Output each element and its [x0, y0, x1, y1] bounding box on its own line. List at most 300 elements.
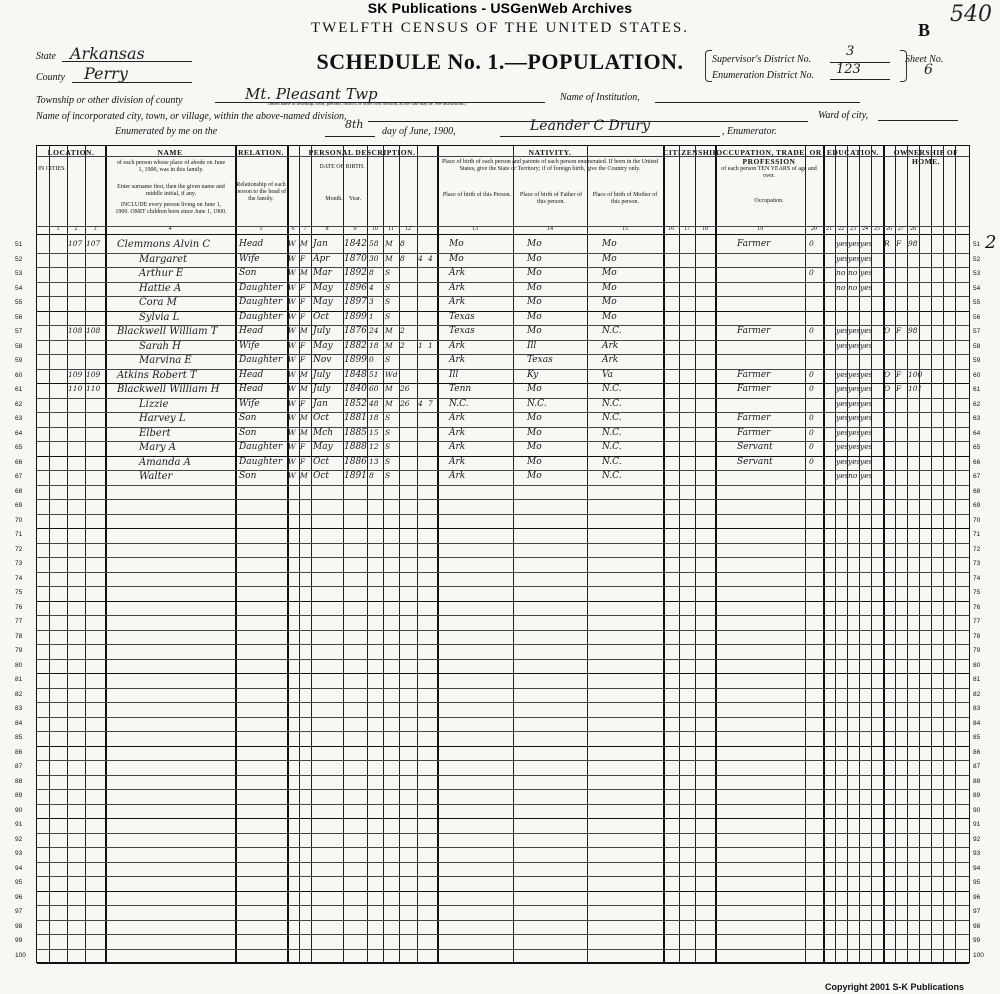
- birth-year: 1852: [344, 398, 367, 409]
- township-value: Mt. Pleasant Twp: [245, 85, 378, 103]
- can-read: yes: [836, 326, 849, 335]
- father-birthplace: Mo: [527, 427, 542, 438]
- children-living: 4: [428, 253, 433, 263]
- column-number: 17: [684, 226, 690, 232]
- line-number: 51: [15, 241, 23, 248]
- enumerator-label: , Enumerator.: [722, 126, 777, 137]
- marital-status: S: [385, 297, 391, 306]
- family-number: 110: [86, 384, 101, 393]
- father-birthplace: Mo: [527, 384, 542, 394]
- column-number: 14: [547, 226, 553, 232]
- color: W: [288, 340, 296, 350]
- column-number: 25: [874, 226, 880, 232]
- enumerated-label: Enumerated by me on the: [115, 126, 218, 137]
- marital-status: S: [385, 282, 391, 292]
- page-stamp-number: 540: [950, 2, 992, 27]
- relation: Daughter: [239, 355, 283, 365]
- occupation-header: OCCUPATION, TRADE, OR PROFESSION: [716, 148, 822, 166]
- owned-or-rented: O: [884, 384, 891, 393]
- person-name: Margaret: [139, 253, 188, 265]
- line-number: 75: [15, 589, 23, 596]
- owned-or-rented: O: [884, 326, 891, 335]
- line-number: 81: [15, 676, 23, 683]
- age: 0: [369, 355, 374, 364]
- line-number-right: 85: [973, 734, 981, 741]
- enumeration-underline: [830, 79, 890, 80]
- mother-birthplace: N.C.: [602, 413, 622, 423]
- line-number-right: 62: [973, 400, 981, 408]
- institution-underline: [655, 102, 860, 103]
- mother-birthplace: Mo: [602, 253, 617, 264]
- marital-status: S: [385, 355, 391, 364]
- name-description: of each person whose place of abode on June 1, 1900, was in this family.: [116, 160, 226, 173]
- edge-mark: 2: [985, 232, 997, 253]
- line-number-right: 76: [973, 603, 981, 611]
- father-birthplace: Texas: [527, 355, 553, 365]
- column-number: 8: [325, 226, 329, 232]
- birth-month: July: [313, 369, 331, 380]
- age: 18: [369, 340, 379, 350]
- row-rule: [37, 760, 969, 761]
- column-rule: [513, 146, 514, 962]
- column-rule: [399, 146, 400, 962]
- marital-status: S: [385, 471, 391, 480]
- birth-year: 1896: [344, 282, 367, 293]
- person-name: Harvey L: [139, 413, 186, 424]
- birth-month: May: [313, 442, 333, 452]
- row-rule: [37, 441, 969, 442]
- enumerated-day: 8th: [345, 118, 364, 131]
- personal-description-header: PERSONAL DESCRIPTION.: [308, 148, 416, 157]
- line-number: 64: [15, 429, 23, 437]
- can-read: yes: [836, 369, 849, 379]
- row-rule: [37, 543, 969, 544]
- row-rule: [37, 499, 969, 500]
- line-number: 59: [15, 357, 23, 364]
- line-number-right: 100: [973, 951, 984, 959]
- line-number: 76: [15, 603, 23, 611]
- occupation: Servant: [737, 442, 773, 452]
- line-number: 67: [15, 473, 23, 480]
- speaks-english: yes: [860, 340, 873, 350]
- line-number: 68: [15, 487, 23, 495]
- line-number: 99: [15, 937, 23, 944]
- line-number-right: 64: [973, 429, 981, 437]
- line-number-right: 97: [973, 908, 981, 915]
- ward-underline: [878, 120, 958, 121]
- birth-month: July: [313, 384, 331, 394]
- sex: F: [300, 253, 306, 263]
- speaks-english: yes: [860, 268, 873, 277]
- can-read: yes: [836, 239, 849, 248]
- birth-year: 1891: [344, 471, 367, 481]
- age: 18: [369, 413, 379, 422]
- months-unemployed: 0: [809, 384, 814, 393]
- father-birthplace: Mo: [527, 297, 542, 307]
- name-instruction-2: INCLUDE every person living on June 1, 1900. OMIT children born since June 1, 1900.: [115, 202, 227, 215]
- line-number-right: 96: [973, 893, 981, 901]
- birthplace: Texas: [449, 311, 475, 322]
- birth-year: 1885: [344, 427, 367, 438]
- person-name: Walter: [139, 471, 173, 482]
- column-rule: [437, 146, 439, 962]
- column-number: 11: [388, 226, 394, 232]
- line-number: 93: [15, 850, 23, 857]
- sex: M: [300, 384, 308, 393]
- can-read: no: [836, 282, 846, 292]
- row-rule: [37, 905, 969, 906]
- line-number-right: 54: [973, 284, 981, 292]
- township-label: Township or other division of county: [36, 95, 183, 106]
- line-number-right: 68: [973, 487, 981, 495]
- relation: Son: [239, 427, 257, 438]
- column-number: 24: [862, 226, 868, 232]
- color: W: [288, 282, 296, 292]
- column-rule: [895, 146, 896, 962]
- sex: M: [300, 427, 308, 437]
- age: 51: [369, 369, 379, 379]
- can-write: no: [848, 268, 858, 277]
- column-rule: [311, 146, 312, 962]
- can-read: yes: [836, 398, 849, 408]
- line-number: 79: [15, 647, 23, 654]
- birthplace: Ark: [449, 413, 466, 423]
- father-birthplace: Mo: [527, 326, 542, 336]
- color: W: [288, 311, 296, 321]
- line-number: 56: [15, 313, 23, 321]
- line-number: 53: [15, 270, 23, 277]
- column-number: 6: [291, 226, 295, 232]
- birth-year: 1899: [344, 311, 367, 322]
- row-rule: [37, 673, 969, 674]
- line-number-right: 69: [973, 502, 981, 509]
- age: 24: [369, 326, 379, 335]
- column-number: 5: [259, 226, 263, 232]
- header-bottom-rule: [37, 234, 969, 235]
- can-write: yes: [848, 253, 861, 263]
- can-write: yes: [848, 239, 861, 248]
- township-note: [Insert name of township, town, precinct, district, or other civil division, as the case may be. See instructions.]: [268, 101, 467, 106]
- row-rule: [37, 528, 969, 529]
- enumerated-month-label: day of June, 1900,: [382, 126, 456, 137]
- speaks-english: yes: [860, 398, 873, 408]
- birth-year: 1899: [344, 355, 367, 365]
- years-married: 8: [400, 239, 405, 248]
- sex: F: [300, 456, 306, 466]
- farm-or-house: F: [896, 326, 902, 335]
- birthplace: N.C.: [449, 398, 469, 409]
- occupation-description: of each person TEN YEARS of age and over.: [721, 166, 817, 179]
- months-unemployed: 0: [809, 326, 814, 335]
- months-unemployed: 0: [809, 442, 814, 451]
- speaks-english: yes: [860, 384, 873, 393]
- mother-birthplace: N.C.: [602, 471, 622, 481]
- person-name: Arthur E: [139, 268, 184, 279]
- farm-schedule-number: 101: [908, 384, 923, 393]
- column-rule: [883, 146, 885, 962]
- row-rule: [37, 862, 969, 863]
- father-birthplace: Mo: [527, 471, 542, 481]
- row-rule: [37, 514, 969, 515]
- can-read: yes: [836, 471, 849, 480]
- person-name: Atkins Robert T: [117, 369, 197, 381]
- line-number: 83: [15, 705, 23, 712]
- person-name: Hattie A: [139, 282, 182, 294]
- ownership-header: OWNERSHIP OF HOME.: [893, 148, 959, 166]
- ward-label: Ward of city,: [818, 110, 869, 121]
- supervisor-value: 3: [846, 44, 855, 59]
- father-birthplace: Mo: [527, 268, 542, 278]
- line-number-right: 79: [973, 647, 981, 654]
- birth-year: 1876: [344, 326, 367, 336]
- marital-status: S: [385, 268, 391, 277]
- months-unemployed: 0: [809, 413, 814, 422]
- mother-birthplace: N.C.: [602, 326, 622, 336]
- column-rule: [805, 146, 806, 962]
- family-number: 109: [86, 369, 101, 379]
- age: 48: [369, 398, 379, 408]
- line-number-right: 90: [973, 806, 981, 814]
- years-married: 8: [400, 253, 405, 263]
- pob-father-header: Place of birth of Father of this person.: [519, 192, 583, 205]
- age: 12: [369, 442, 379, 451]
- speaks-english: yes: [860, 253, 873, 263]
- line-number: 61: [15, 386, 23, 393]
- column-number: 20: [811, 226, 817, 232]
- line-number-right: 51: [973, 241, 981, 248]
- occupation: Farmer: [737, 413, 771, 423]
- occupation-column-header: Occupation.: [754, 198, 784, 204]
- can-write: yes: [848, 384, 861, 393]
- birth-month: Apr: [313, 253, 330, 264]
- citizenship-header: CITIZENSHIP.: [663, 148, 720, 157]
- incorporated-label: Name of incorporated city, town, or village, within the above-named division,: [36, 111, 347, 122]
- state-value: Arkansas: [70, 44, 145, 63]
- relation-header: RELATION.: [238, 148, 284, 157]
- line-number: 60: [15, 371, 23, 379]
- mother-birthplace: N.C.: [602, 442, 622, 452]
- row-rule: [37, 934, 969, 935]
- children-born: 4: [418, 253, 423, 263]
- column-number: 13: [472, 226, 478, 232]
- birthplace: Texas: [449, 326, 475, 336]
- column-number: 4: [168, 226, 172, 232]
- line-number: 95: [15, 879, 23, 886]
- birth-month: May: [313, 282, 333, 293]
- years-married: 26: [400, 398, 410, 408]
- occupation: Farmer: [737, 326, 771, 336]
- color: W: [288, 384, 296, 393]
- column-rule: [235, 146, 237, 962]
- sex: M: [300, 369, 308, 379]
- marital-status: M: [385, 340, 393, 350]
- row-rule: [37, 470, 969, 471]
- column-rule: [907, 146, 908, 962]
- row-rule: [37, 427, 969, 428]
- children-living: 7: [428, 398, 433, 408]
- line-number-right: 95: [973, 879, 981, 886]
- line-number: 77: [15, 618, 23, 625]
- can-read: no: [836, 268, 846, 277]
- can-write: yes: [848, 456, 861, 466]
- column-number: 2: [74, 226, 78, 232]
- can-write: no: [848, 471, 858, 480]
- birthplace: Ark: [449, 456, 466, 467]
- row-rule: [37, 702, 969, 703]
- row-rule: [37, 847, 969, 848]
- sex: F: [300, 442, 306, 451]
- sex: F: [300, 311, 306, 321]
- county-underline: [72, 82, 192, 83]
- column-rule: [823, 146, 825, 962]
- education-header: EDUCATION.: [826, 148, 880, 157]
- line-number: 97: [15, 908, 23, 915]
- farm-schedule-number: 98: [908, 239, 918, 248]
- birth-year: 1881: [344, 413, 367, 423]
- birth-year: 1842: [344, 239, 367, 249]
- can-read: yes: [836, 413, 849, 422]
- column-number: 10: [372, 226, 378, 232]
- column-rule: [367, 146, 368, 962]
- father-birthplace: Mo: [527, 253, 542, 264]
- birthplace: Ark: [449, 268, 466, 278]
- enumerator-name: Leander C Drury: [530, 118, 651, 134]
- row-rule: [37, 920, 969, 921]
- line-number-right: 60: [973, 371, 981, 379]
- line-number: 55: [15, 299, 23, 306]
- year-header: Year.: [348, 196, 362, 202]
- marital-status: M: [385, 384, 393, 393]
- color: W: [288, 369, 296, 379]
- row-rule: [37, 644, 969, 645]
- father-birthplace: Mo: [527, 282, 542, 293]
- speaks-english: yes: [860, 282, 873, 292]
- column-rule: [587, 146, 588, 962]
- years-married: 2: [400, 326, 405, 335]
- speaks-english: yes: [860, 369, 873, 379]
- can-write: yes: [848, 413, 861, 422]
- line-number: 82: [15, 690, 23, 698]
- line-number: 100: [15, 951, 26, 959]
- line-number: 65: [15, 444, 23, 451]
- state-label: State: [36, 51, 56, 62]
- row-rule: [37, 615, 969, 616]
- marital-status: M: [385, 398, 393, 408]
- line-number: 80: [15, 661, 23, 669]
- age: 30: [369, 253, 379, 263]
- dwelling-number: 110: [68, 384, 83, 393]
- age: 4: [369, 282, 374, 292]
- birth-month: July: [313, 326, 331, 336]
- row-rule: [37, 746, 969, 747]
- birth-month: Jan: [313, 239, 328, 249]
- marital-status: M: [385, 253, 393, 263]
- relation: Head: [239, 326, 264, 336]
- years-married: 2: [400, 340, 405, 350]
- farm-or-house: F: [896, 384, 902, 393]
- father-birthplace: Mo: [527, 239, 542, 249]
- can-write: yes: [848, 369, 861, 379]
- speaks-english: yes: [860, 471, 873, 480]
- person-name: Clemmons Alvin C: [117, 239, 211, 250]
- row-rule: [37, 688, 969, 689]
- person-name: Sarah H: [139, 340, 181, 352]
- header-rule: [37, 156, 969, 157]
- can-write: yes: [848, 427, 861, 437]
- line-number-right: 59: [973, 357, 981, 364]
- age: 8: [369, 268, 374, 277]
- can-write: yes: [848, 442, 861, 451]
- marital-status: M: [385, 326, 393, 335]
- person-name: Sylvia L: [139, 311, 180, 323]
- column-number: 1: [56, 226, 60, 232]
- father-birthplace: Ill: [527, 340, 537, 351]
- mother-birthplace: Mo: [602, 239, 617, 249]
- line-number-right: 91: [973, 821, 981, 828]
- sex: M: [300, 326, 308, 335]
- line-number: 86: [15, 748, 23, 756]
- person-name: Blackwell William T: [117, 326, 218, 337]
- line-number-right: 63: [973, 415, 981, 422]
- column-rule: [49, 146, 50, 962]
- family-number: 107: [86, 239, 101, 248]
- sex: F: [300, 282, 306, 292]
- age: 1: [369, 311, 374, 321]
- column-number: 19: [757, 226, 763, 232]
- birth-month: May: [313, 340, 333, 351]
- months-unemployed: 0: [809, 427, 814, 437]
- color: W: [288, 456, 296, 466]
- column-number: 21: [826, 226, 832, 232]
- birth-year: 1886: [344, 456, 367, 467]
- header-rule: [37, 226, 969, 227]
- speaks-english: yes: [860, 442, 873, 451]
- line-number: 89: [15, 792, 23, 799]
- birthplace: Ark: [449, 340, 466, 351]
- can-read: yes: [836, 253, 849, 263]
- line-number: 78: [15, 632, 23, 640]
- line-number-right: 72: [973, 545, 981, 553]
- row-rule: [37, 659, 969, 660]
- line-number-right: 88: [973, 777, 981, 785]
- sex: F: [300, 355, 306, 364]
- column-number: 27: [898, 226, 904, 232]
- line-number: 70: [15, 516, 23, 524]
- birthplace: Ill: [449, 369, 459, 380]
- line-number: 92: [15, 835, 23, 843]
- sex: F: [300, 297, 306, 306]
- birthplace: Mo: [449, 239, 464, 249]
- color: W: [288, 326, 296, 335]
- census-title: TWELFTH CENSUS OF THE UNITED STATES.: [310, 20, 690, 36]
- line-number-right: 56: [973, 313, 981, 321]
- father-birthplace: Mo: [527, 442, 542, 452]
- sex: F: [300, 398, 306, 408]
- occupation: Farmer: [737, 239, 771, 249]
- owned-or-rented: R: [884, 239, 890, 248]
- row-rule: [37, 586, 969, 587]
- line-number: 88: [15, 777, 23, 785]
- age: 13: [369, 456, 379, 466]
- column-number: 28: [910, 226, 916, 232]
- mother-birthplace: Mo: [602, 268, 617, 278]
- row-rule: [37, 601, 969, 602]
- farm-or-house: F: [896, 369, 902, 379]
- day-underline: [325, 136, 375, 137]
- column-rule: [943, 146, 944, 962]
- children-living: 1: [428, 340, 433, 350]
- birthplace: Ark: [449, 427, 466, 438]
